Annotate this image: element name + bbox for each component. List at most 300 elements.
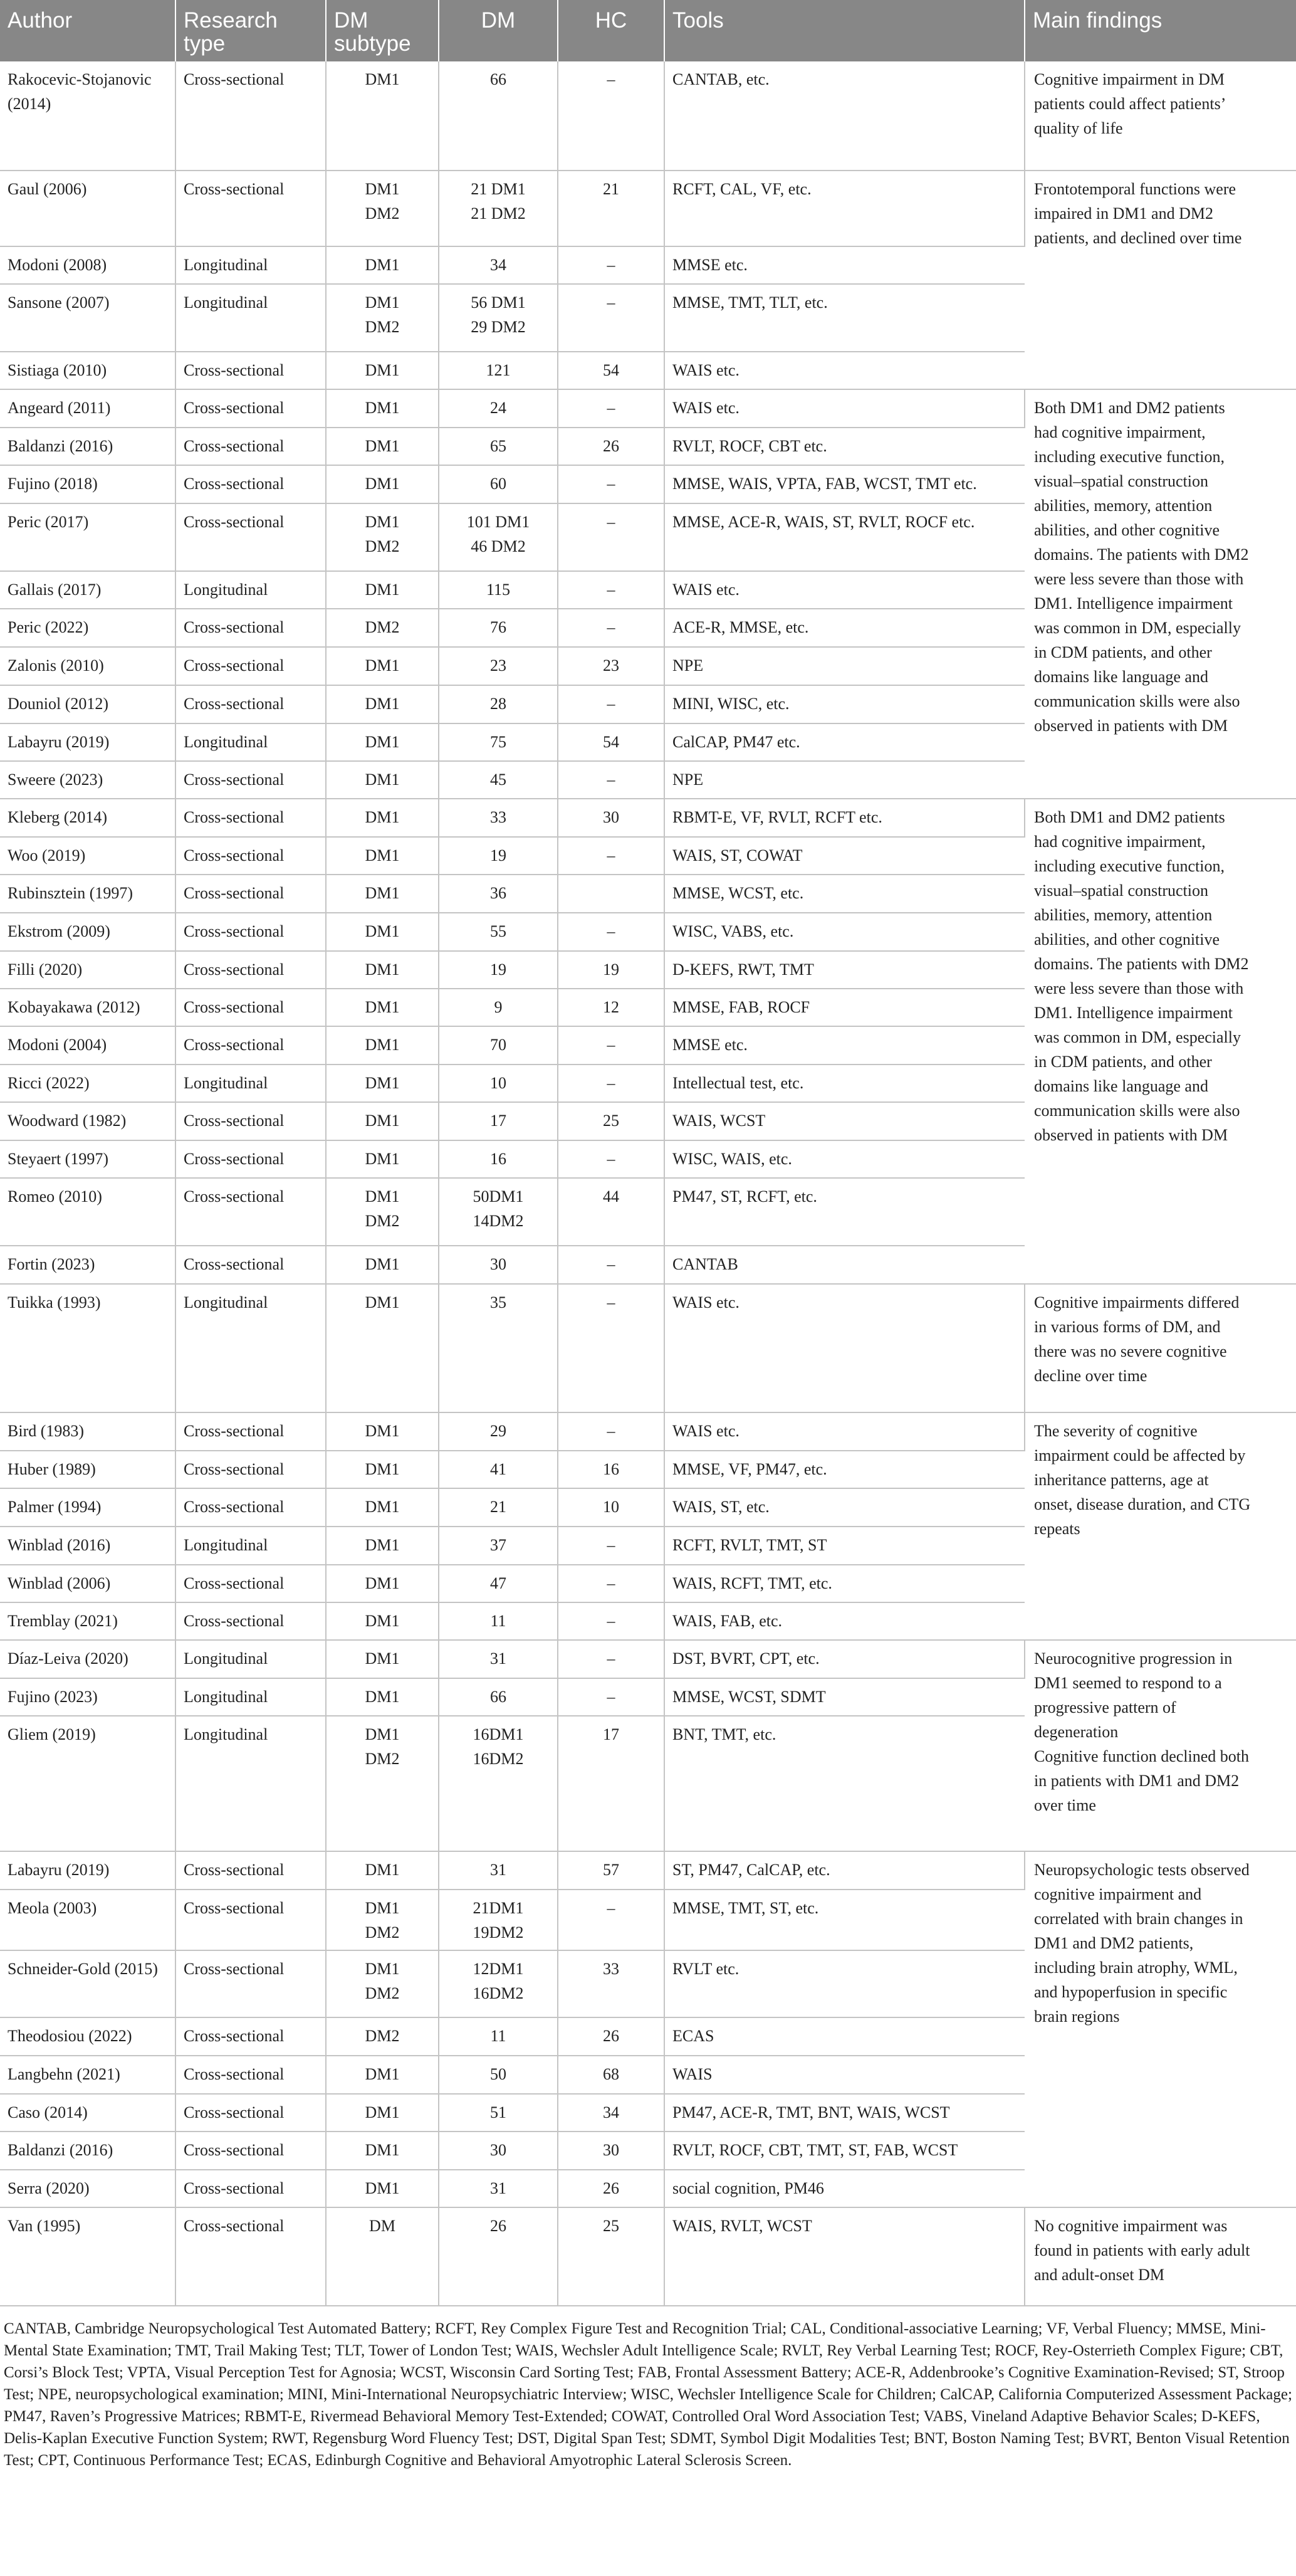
- finding-line: there was no severe cognitive: [1034, 1342, 1227, 1360]
- finding-line: was common in DM, especially: [1034, 619, 1241, 637]
- hc-count-cell: –: [558, 1565, 664, 1602]
- author-cell: Filli (2020): [0, 951, 175, 989]
- hc-count-cell: 25: [558, 1102, 664, 1140]
- author-cell: Ekstrom (2009): [0, 913, 175, 951]
- table-row: [0, 1412, 1296, 1451]
- research-type-cell: Cross-sectional: [175, 609, 326, 647]
- research-type-cell: Cross-sectional: [175, 1102, 326, 1140]
- table-row: [0, 1284, 1296, 1412]
- finding-line: visual–spatial construction: [1034, 881, 1209, 900]
- finding-line: cognitive impairment and: [1034, 1885, 1202, 1903]
- author-cell: Winblad (2006): [0, 1565, 175, 1602]
- dm-subtype-cell-line: DM2: [365, 1212, 400, 1230]
- hc-count-cell: 19: [558, 951, 664, 989]
- hc-count-cell: 25: [558, 2207, 664, 2306]
- dm-count-cell: 75: [439, 723, 558, 761]
- dm-count-cell: 29: [439, 1412, 558, 1451]
- dm-subtype-cell: DM1: [326, 723, 439, 761]
- author-cell: Van (1995): [0, 2207, 175, 2306]
- dm-count-cell: 47: [439, 1565, 558, 1602]
- research-type-cell: Cross-sectional: [175, 2056, 326, 2094]
- author-cell: Kleberg (2014): [0, 799, 175, 837]
- tools-cell: MMSE, WAIS, VPTA, FAB, WCST, TMT etc.: [664, 465, 1025, 503]
- research-type-cell: Cross-sectional: [175, 1140, 326, 1178]
- dm-subtype-cell: DM1: [326, 2056, 439, 2094]
- finding-line: observed in patients with DM: [1034, 1126, 1228, 1144]
- finding-line: Cognitive function declined both: [1034, 1747, 1249, 1765]
- dm-count-cell: 65: [439, 428, 558, 465]
- dm-count-cell: 51: [439, 2094, 558, 2132]
- tools-cell: NPE: [664, 647, 1025, 685]
- author-cell: Kobayakawa (2012): [0, 989, 175, 1026]
- header-hc: HC: [558, 0, 664, 61]
- tools-cell: RCFT, RVLT, TMT, ST: [664, 1527, 1025, 1565]
- tools-cell: MMSE, FAB, ROCF: [664, 989, 1025, 1026]
- dm-subtype-cell: [326, 1890, 439, 1950]
- research-type-cell: Longitudinal: [175, 1527, 326, 1565]
- dm-count-cell: [439, 1716, 558, 1851]
- finding-line: Neurocognitive progression in: [1034, 1649, 1233, 1668]
- dm-subtype-cell-line: DM1: [365, 1187, 400, 1206]
- author-cell: Palmer (1994): [0, 1488, 175, 1527]
- finding-line: in CDM patients, and other: [1034, 1053, 1212, 1071]
- dm-count-cell: 115: [439, 571, 558, 609]
- dm-count-cell: 50: [439, 2056, 558, 2094]
- dm-count-cell: [439, 1178, 558, 1246]
- tools-cell: MMSE, VF, PM47, etc.: [664, 1451, 1025, 1488]
- hc-count-cell: –: [558, 837, 664, 875]
- dm-subtype-cell: DM1: [326, 1640, 439, 1678]
- author-cell: Serra (2020): [0, 2170, 175, 2207]
- tools-cell: MMSE etc.: [664, 246, 1025, 284]
- dm-subtype-cell: DM1: [326, 875, 439, 913]
- hc-count-cell: –: [558, 761, 664, 799]
- dm-subtype-cell-line: DM1: [365, 513, 400, 531]
- dm-count-cell: 76: [439, 609, 558, 647]
- dm-count-cell: 26: [439, 2207, 558, 2306]
- dm-subtype-cell: DM1: [326, 2094, 439, 2132]
- hc-count-cell: –: [558, 1065, 664, 1102]
- hc-count-cell: –: [558, 685, 664, 723]
- research-type-cell: Cross-sectional: [175, 1890, 326, 1950]
- hc-count-cell: –: [558, 609, 664, 647]
- hc-count-cell: –: [558, 571, 664, 609]
- finding-line: abilities, and other cognitive: [1034, 930, 1220, 949]
- dm-subtype-cell: DM1: [326, 389, 439, 428]
- dm-count-cell: 31: [439, 2170, 558, 2207]
- hc-count-cell: 30: [558, 2132, 664, 2170]
- dm-count-cell-line: 16DM2: [473, 1750, 524, 1768]
- author-cell: Huber (1989): [0, 1451, 175, 1488]
- dm-subtype-cell: DM1: [326, 913, 439, 951]
- hc-count-cell: –: [558, 1284, 664, 1412]
- hc-count-cell: 30: [558, 799, 664, 837]
- hc-count-cell: –: [558, 1412, 664, 1451]
- dm-count-cell: 9: [439, 989, 558, 1026]
- author-cell: Díaz-Leiva (2020): [0, 1640, 175, 1678]
- finding-line: visual–spatial construction: [1034, 472, 1209, 490]
- finding-line: in patients with DM1 and DM2: [1034, 1772, 1240, 1790]
- research-type-cell: Cross-sectional: [175, 61, 326, 171]
- hc-count-cell: 26: [558, 2170, 664, 2207]
- dm-count-cell: 17: [439, 1102, 558, 1140]
- hc-count-cell: 33: [558, 1950, 664, 2017]
- finding-line: over time: [1034, 1796, 1096, 1814]
- research-type-cell: Cross-sectional: [175, 389, 326, 428]
- research-type-cell: Cross-sectional: [175, 2170, 326, 2207]
- dm-subtype-cell: DM1: [326, 1678, 439, 1716]
- dm-subtype-cell: DM1: [326, 1246, 439, 1284]
- author-cell: Caso (2014): [0, 2094, 175, 2132]
- hc-count-cell: –: [558, 61, 664, 171]
- tools-cell: D-KEFS, RWT, TMT: [664, 951, 1025, 989]
- hc-count-cell: 16: [558, 1451, 664, 1488]
- hc-count-cell: –: [558, 389, 664, 428]
- hc-count-cell: 26: [558, 428, 664, 465]
- dm-subtype-cell: DM1: [326, 352, 439, 389]
- finding-line: repeats: [1034, 1520, 1080, 1538]
- dm-subtype-cell: DM1: [326, 571, 439, 609]
- tools-cell: PM47, ST, RCFT, etc.: [664, 1178, 1025, 1246]
- main-findings-cell: [1025, 61, 1296, 171]
- dm-subtype-cell: DM1: [326, 1284, 439, 1412]
- tools-cell: BNT, TMT, etc.: [664, 1716, 1025, 1851]
- finding-line: The severity of cognitive: [1034, 1422, 1198, 1440]
- dm-count-cell: 11: [439, 1602, 558, 1640]
- hc-count-cell: –: [558, 1140, 664, 1178]
- author-cell: Labayru (2019): [0, 1851, 175, 1890]
- dm-count-cell: 121: [439, 352, 558, 389]
- author-cell: Sansone (2007): [0, 284, 175, 352]
- tools-cell: MINI, WISC, etc.: [664, 685, 1025, 723]
- tools-cell: WISC, VABS, etc.: [664, 913, 1025, 951]
- author-cell: Langbehn (2021): [0, 2056, 175, 2094]
- finding-line: impaired in DM1 and DM2: [1034, 204, 1213, 223]
- dm-subtype-cell-line: DM2: [365, 1750, 400, 1768]
- dm-count-cell: 19: [439, 837, 558, 875]
- finding-line: had cognitive impairment,: [1034, 423, 1206, 441]
- dm-count-cell: 23: [439, 647, 558, 685]
- dm-count-cell: [439, 284, 558, 352]
- dm-subtype-cell: DM2: [326, 2017, 439, 2056]
- author-cell: Tuikka (1993): [0, 1284, 175, 1412]
- tools-cell: MMSE, ACE-R, WAIS, ST, RVLT, ROCF etc.: [664, 503, 1025, 571]
- tools-cell: WAIS, ST, etc.: [664, 1488, 1025, 1527]
- main-findings-cell: [1025, 1412, 1296, 1640]
- dm-count-cell: 60: [439, 465, 558, 503]
- dm-count-cell-line: 14DM2: [473, 1212, 524, 1230]
- dm-subtype-cell-line: DM2: [365, 318, 400, 336]
- author-cell: Baldanzi (2016): [0, 428, 175, 465]
- main-findings-cell: [1025, 1851, 1296, 2207]
- research-type-cell: Cross-sectional: [175, 1950, 326, 2017]
- dm-subtype-cell: DM1: [326, 2170, 439, 2207]
- dm-subtype-cell-line: DM1: [365, 1960, 400, 1978]
- dm-subtype-cell: DM1: [326, 1102, 439, 1140]
- table-row: [0, 389, 1296, 428]
- finding-line: abilities, and other cognitive: [1034, 521, 1220, 539]
- tools-cell: NPE: [664, 761, 1025, 799]
- tools-cell: WAIS: [664, 2056, 1025, 2094]
- dm-count-cell: [439, 503, 558, 571]
- author-cell: Modoni (2004): [0, 1026, 175, 1065]
- finding-line: communication skills were also: [1034, 692, 1240, 710]
- finding-line: decline over time: [1034, 1367, 1147, 1385]
- hc-count-cell: –: [558, 465, 664, 503]
- hc-count-cell: –: [558, 284, 664, 352]
- finding-line: Frontotemporal functions were: [1034, 180, 1236, 198]
- dm-count-cell-line: 12DM1: [473, 1960, 524, 1978]
- dm-subtype-cell-line: DM2: [365, 1984, 400, 2002]
- dm-count-cell: 24: [439, 389, 558, 428]
- hc-count-cell: 54: [558, 723, 664, 761]
- dm-count-cell: 55: [439, 913, 558, 951]
- finding-line: correlated with brain changes in: [1034, 1910, 1243, 1928]
- hc-count-cell: 10: [558, 1488, 664, 1527]
- finding-line: patients, and declined over time: [1034, 229, 1242, 247]
- dm-count-cell: 30: [439, 2132, 558, 2170]
- finding-line: Cognitive impairments differed: [1034, 1293, 1240, 1312]
- author-cell: Winblad (2016): [0, 1527, 175, 1565]
- header-main-findings: Main findings: [1025, 0, 1296, 61]
- dm-count-cell: [439, 1950, 558, 2017]
- header-tools: Tools: [664, 0, 1025, 61]
- dm-count-cell: 35: [439, 1284, 558, 1412]
- hc-count-cell: –: [558, 1026, 664, 1065]
- dm-subtype-cell: DM1: [326, 61, 439, 171]
- tools-cell: MMSE, WCST, etc.: [664, 875, 1025, 913]
- finding-line: impairment could be affected by: [1034, 1446, 1246, 1464]
- dm-subtype-cell: DM1: [326, 951, 439, 989]
- hc-count-cell: –: [558, 1527, 664, 1565]
- finding-line: inheritance patterns, age at: [1034, 1471, 1209, 1489]
- dm-subtype-cell: DM1: [326, 1140, 439, 1178]
- main-findings-cell: [1025, 799, 1296, 1284]
- tools-cell: WISC, WAIS, etc.: [664, 1140, 1025, 1178]
- table-row: [0, 1640, 1296, 1678]
- dm-subtype-cell-line: DM2: [365, 204, 400, 223]
- finding-line: were less severe than those with: [1034, 979, 1244, 997]
- tools-cell: ACE-R, MMSE, etc.: [664, 609, 1025, 647]
- author-cell: Woodward (1982): [0, 1102, 175, 1140]
- dm-subtype-cell: DM1: [326, 2132, 439, 2170]
- dm-subtype-cell: DM1: [326, 685, 439, 723]
- dm-subtype-cell: DM1: [326, 647, 439, 685]
- hc-count-cell: –: [558, 1246, 664, 1284]
- finding-line: including executive function,: [1034, 448, 1225, 466]
- hc-count-cell: –: [558, 1890, 664, 1950]
- dm-count-cell: 45: [439, 761, 558, 799]
- dm-subtype-cell-line: DM2: [365, 537, 400, 555]
- author-cell: Peric (2022): [0, 609, 175, 647]
- finding-line: and adult-onset DM: [1034, 2266, 1164, 2284]
- dm-subtype-cell: [326, 503, 439, 571]
- research-type-cell: Longitudinal: [175, 246, 326, 284]
- finding-line: found in patients with early adult: [1034, 2241, 1250, 2259]
- author-cell: Gliem (2019): [0, 1716, 175, 1851]
- finding-line: Cognitive impairment in DM: [1034, 70, 1225, 88]
- dm-subtype-cell: [326, 171, 439, 246]
- author-cell: Douniol (2012): [0, 685, 175, 723]
- research-type-cell: Cross-sectional: [175, 1026, 326, 1065]
- hc-count-cell: –: [558, 246, 664, 284]
- dm-subtype-cell: [326, 1950, 439, 2017]
- dm-count-cell-line: 29 DM2: [471, 318, 526, 336]
- research-type-cell: Cross-sectional: [175, 171, 326, 246]
- tools-cell: PM47, ACE-R, TMT, BNT, WAIS, WCST: [664, 2094, 1025, 2132]
- dm-subtype-cell: DM1: [326, 1565, 439, 1602]
- hc-count-cell: 34: [558, 2094, 664, 2132]
- author-cell: Labayru (2019): [0, 723, 175, 761]
- research-type-cell: Cross-sectional: [175, 503, 326, 571]
- research-type-cell: Cross-sectional: [175, 647, 326, 685]
- dm-subtype-cell-line: DM1: [365, 180, 400, 198]
- research-type-cell: Longitudinal: [175, 1678, 326, 1716]
- finding-line: abilities, memory, attention: [1034, 497, 1213, 515]
- finding-line: degeneration: [1034, 1723, 1119, 1741]
- author-cell: Tremblay (2021): [0, 1602, 175, 1640]
- dm-count-cell: 66: [439, 61, 558, 171]
- main-findings-cell: [1025, 389, 1296, 799]
- research-type-cell: Cross-sectional: [175, 428, 326, 465]
- hc-count-cell: 26: [558, 2017, 664, 2056]
- dm-count-cell: 33: [439, 799, 558, 837]
- dm-count-cell: 28: [439, 685, 558, 723]
- dm-subtype-cell: DM1: [326, 1412, 439, 1451]
- dm-subtype-cell: DM1: [326, 799, 439, 837]
- finding-line: abilities, memory, attention: [1034, 906, 1213, 924]
- finding-line: Neuropsychologic tests observed: [1034, 1861, 1250, 1879]
- dm-subtype-cell-line: DM1: [365, 293, 400, 312]
- dm-subtype-cell: [326, 1178, 439, 1246]
- research-type-cell: Cross-sectional: [175, 1488, 326, 1527]
- dm-count-cell: 16: [439, 1140, 558, 1178]
- dm-subtype-cell: DM1: [326, 761, 439, 799]
- tools-cell: CalCAP, PM47 etc.: [664, 723, 1025, 761]
- tools-cell: DST, BVRT, CPT, etc.: [664, 1640, 1025, 1678]
- research-type-cell: Cross-sectional: [175, 2132, 326, 2170]
- finding-line: observed in patients with DM: [1034, 717, 1228, 735]
- dm-count-cell: 66: [439, 1678, 558, 1716]
- finding-line: quality of life: [1034, 119, 1123, 137]
- dm-count-cell: 36: [439, 875, 558, 913]
- dm-subtype-cell-line: DM1: [365, 1899, 400, 1917]
- table-row: [0, 171, 1296, 246]
- author-cell: Sweere (2023): [0, 761, 175, 799]
- research-type-cell: Longitudinal: [175, 1284, 326, 1412]
- dm-count-cell-line: 46 DM2: [471, 537, 526, 555]
- finding-line: in various forms of DM, and: [1034, 1318, 1221, 1336]
- dm-count-cell: 70: [439, 1026, 558, 1065]
- finding-line: patients could affect patients’: [1034, 95, 1226, 113]
- research-type-cell: Cross-sectional: [175, 2094, 326, 2132]
- author-cell: Modoni (2008): [0, 246, 175, 284]
- hc-count-cell: [558, 875, 664, 913]
- header-row: [0, 0, 1296, 61]
- tools-cell: ECAS: [664, 2017, 1025, 2056]
- finding-line: including executive function,: [1034, 857, 1225, 875]
- hc-count-cell: 44: [558, 1178, 664, 1246]
- tools-cell: RVLT, ROCF, CBT etc.: [664, 428, 1025, 465]
- tools-cell: RVLT, ROCF, CBT, TMT, ST, FAB, WCST: [664, 2132, 1025, 2170]
- hc-count-cell: 57: [558, 1851, 664, 1890]
- dm-subtype-cell: DM1: [326, 465, 439, 503]
- tools-cell: WAIS etc.: [664, 1412, 1025, 1451]
- research-type-cell: Longitudinal: [175, 571, 326, 609]
- dm-count-cell: 30: [439, 1246, 558, 1284]
- tools-cell: WAIS etc.: [664, 1284, 1025, 1412]
- author-cell: Peric (2017): [0, 503, 175, 571]
- tools-cell: WAIS, ST, COWAT: [664, 837, 1025, 875]
- dm-subtype-cell: DM1: [326, 1602, 439, 1640]
- hc-count-cell: –: [558, 1640, 664, 1678]
- finding-line: domains. The patients with DM2: [1034, 955, 1249, 973]
- dm-subtype-cell: [326, 1716, 439, 1851]
- dm-count-cell: 34: [439, 246, 558, 284]
- research-type-cell: Cross-sectional: [175, 951, 326, 989]
- table-row: [0, 2207, 1296, 2306]
- header-dm-subtype: DM subtype: [326, 0, 439, 61]
- dm-subtype-cell: [326, 284, 439, 352]
- research-type-cell: Cross-sectional: [175, 1602, 326, 1640]
- author-cell: Meola (2003): [0, 1890, 175, 1950]
- hc-count-cell: 68: [558, 2056, 664, 2094]
- tools-cell: ST, PM47, CalCAP, etc.: [664, 1851, 1025, 1890]
- dm-count-cell-line: 21 DM1: [471, 180, 526, 198]
- main-findings-cell: [1025, 1284, 1296, 1412]
- author-cell: Ricci (2022): [0, 1065, 175, 1102]
- finding-line: domains like language and: [1034, 1077, 1208, 1095]
- research-type-cell: Cross-sectional: [175, 1178, 326, 1246]
- table-header: [0, 0, 1296, 61]
- hc-count-cell: –: [558, 503, 664, 571]
- tools-cell: MMSE, TMT, ST, etc.: [664, 1890, 1025, 1950]
- dm-count-cell: 41: [439, 1451, 558, 1488]
- tools-cell: WAIS etc.: [664, 389, 1025, 428]
- dm-subtype-cell: DM1: [326, 1851, 439, 1890]
- author-cell: Fortin (2023): [0, 1246, 175, 1284]
- main-findings-cell: [1025, 1640, 1296, 1851]
- finding-line: in CDM patients, and other: [1034, 643, 1212, 661]
- research-type-cell: Cross-sectional: [175, 1246, 326, 1284]
- tools-cell: CANTAB, etc.: [664, 61, 1025, 171]
- dm-count-cell: 11: [439, 2017, 558, 2056]
- author-cell: Fujino (2018): [0, 465, 175, 503]
- tools-cell: Intellectual test, etc.: [664, 1065, 1025, 1102]
- table-body: [0, 61, 1296, 2306]
- finding-line: Both DM1 and DM2 patients: [1034, 399, 1225, 417]
- dm-count-cell-line: 19DM2: [473, 1923, 524, 1942]
- author-cell: Woo (2019): [0, 837, 175, 875]
- research-type-cell: Cross-sectional: [175, 2017, 326, 2056]
- dm-subtype-cell: DM1: [326, 989, 439, 1026]
- research-type-cell: Cross-sectional: [175, 1412, 326, 1451]
- finding-line: Both DM1 and DM2 patients: [1034, 808, 1225, 826]
- tools-cell: WAIS, FAB, etc.: [664, 1602, 1025, 1640]
- tools-cell: MMSE etc.: [664, 1026, 1025, 1065]
- research-type-cell: Cross-sectional: [175, 1565, 326, 1602]
- research-type-cell: Longitudinal: [175, 1640, 326, 1678]
- finding-line: domains. The patients with DM2: [1034, 545, 1249, 564]
- dm-count-cell: 31: [439, 1851, 558, 1890]
- finding-line: onset, disease duration, and CTG: [1034, 1495, 1251, 1513]
- hc-count-cell: 54: [558, 352, 664, 389]
- research-type-cell: Longitudinal: [175, 723, 326, 761]
- finding-line: DM1 seemed to respond to a: [1034, 1674, 1222, 1692]
- author-cell: Zalonis (2010): [0, 647, 175, 685]
- finding-line: including brain atrophy, WML,: [1034, 1958, 1238, 1977]
- hc-count-cell: 21: [558, 171, 664, 246]
